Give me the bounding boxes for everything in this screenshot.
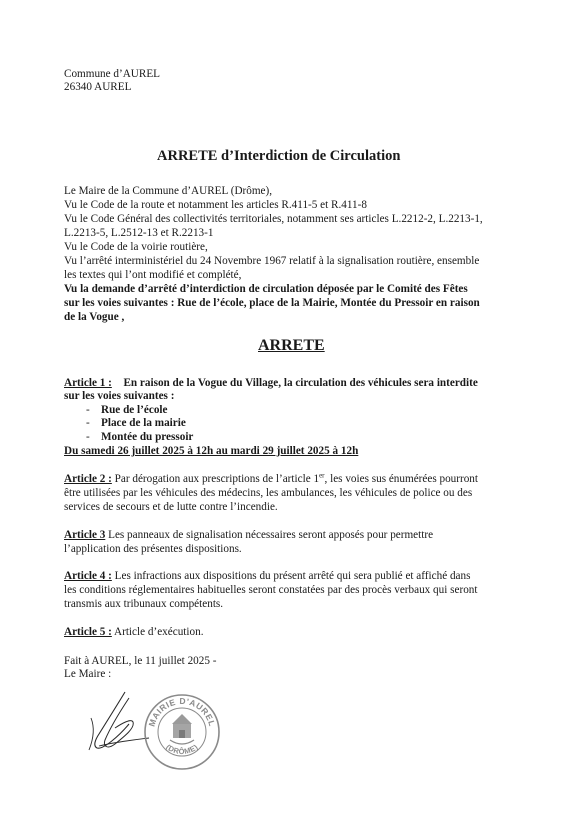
request-line: de la Vogue , xyxy=(64,311,125,323)
article4-label: Article 4 : xyxy=(64,570,112,582)
article3-line1 xyxy=(64,529,433,543)
article4-line2: les conditions réglementaires habituelles seront constatées par des procès verbaux qui seront xyxy=(64,584,478,596)
preamble-line: Vu le Code de la voirie routière, xyxy=(64,241,208,253)
list-bullet: - xyxy=(86,404,90,416)
road-item: Montée du pressoir xyxy=(101,431,194,443)
commune-name: Commune d’AUREL xyxy=(64,68,161,80)
article2-label: Article 2 : xyxy=(64,473,112,485)
article3-text: Les panneaux de signalisation nécessaires seront apposés pour permettre xyxy=(105,529,434,541)
article1-dates: Du samedi 26 juillet 2025 à 12h au mardi 29 juillet 2025 à 12h xyxy=(64,445,359,457)
article3-line2: l’application des présentes dispositions. xyxy=(64,543,242,555)
mairie-stamp xyxy=(142,692,222,772)
article4-text: Les infractions aux dispositions du présent arrêté qui sera publié et affiché dans xyxy=(111,570,471,582)
article2-line2: être utilisées par les véhicules des médecins, les ambulances, les véhicules de police ou des xyxy=(64,487,473,499)
preamble-line: Vu le Code Général des collectivités territoriales, notamment ses articles L.2212-2, L.2213-1, xyxy=(64,213,483,225)
article5 xyxy=(64,626,204,640)
place-date: Fait à AUREL, le 11 juillet 2025 - xyxy=(64,655,217,667)
article4-line1 xyxy=(64,570,470,584)
preamble-line: Vu le Code de la route et notamment les articles R.411-5 et R.411-8 xyxy=(64,199,367,211)
article1-label: Article 1 : xyxy=(64,377,112,389)
article1-line1: En raison de la Vogue du Village, la circulation des véhicules sera interdite xyxy=(123,377,478,389)
article1 xyxy=(64,377,478,391)
road-item: Rue de l’école xyxy=(101,404,168,416)
list-bullet: - xyxy=(86,431,90,443)
article2-line1 xyxy=(64,473,478,487)
preamble-line: Le Maire de la Commune d’AUREL (Drôme), xyxy=(64,185,273,197)
document-title: ARRETE d’Interdiction de Circulation xyxy=(157,148,401,164)
article2-text: Par dérogation aux prescriptions de l’article 1 xyxy=(111,473,320,485)
article3-label: Article 3 xyxy=(64,529,106,541)
preamble-line: L.2213-5, L.2512-13 et R.2213-1 xyxy=(64,227,214,239)
svg-text:MAIRIE D'AUREL: MAIRIE D'AUREL xyxy=(146,695,218,728)
article5-text: Article d’exécution. xyxy=(111,626,204,638)
preamble-line: les textes qui l’ont modifié et complété, xyxy=(64,269,242,281)
article2-superscript: er xyxy=(319,471,325,480)
request-line: Vu la demande d’arrêté d’interdiction de circulation déposée par le Comité des Fêtes xyxy=(64,283,468,295)
article2-line3: services de secours et de lutte contre l’incendie. xyxy=(64,501,278,513)
article4-line3: transmis aux tribunaux compétents. xyxy=(64,598,224,610)
request-line: sur les voies suivantes : Rue de l’école, place de la Mairie, Montée du Pressoir en raison xyxy=(64,297,480,309)
signatory-label: Le Maire : xyxy=(64,668,112,680)
svg-text:(DRÔME): (DRÔME) xyxy=(164,742,200,757)
article5-label: Article 5 : xyxy=(64,626,112,638)
preamble-line: Vu l’arrêté interministériel du 24 Novembre 1967 relatif à la signalisation routière, ensemble xyxy=(64,255,480,267)
arrete-heading: ARRETE xyxy=(258,337,325,354)
commune-address: 26340 AUREL xyxy=(64,81,132,93)
list-bullet: - xyxy=(86,417,90,429)
article2-text: , les voies sus énumérées pourront xyxy=(324,473,478,485)
article1-line2: sur les voies suivantes : xyxy=(64,390,175,402)
road-item: Place de la mairie xyxy=(101,417,186,429)
